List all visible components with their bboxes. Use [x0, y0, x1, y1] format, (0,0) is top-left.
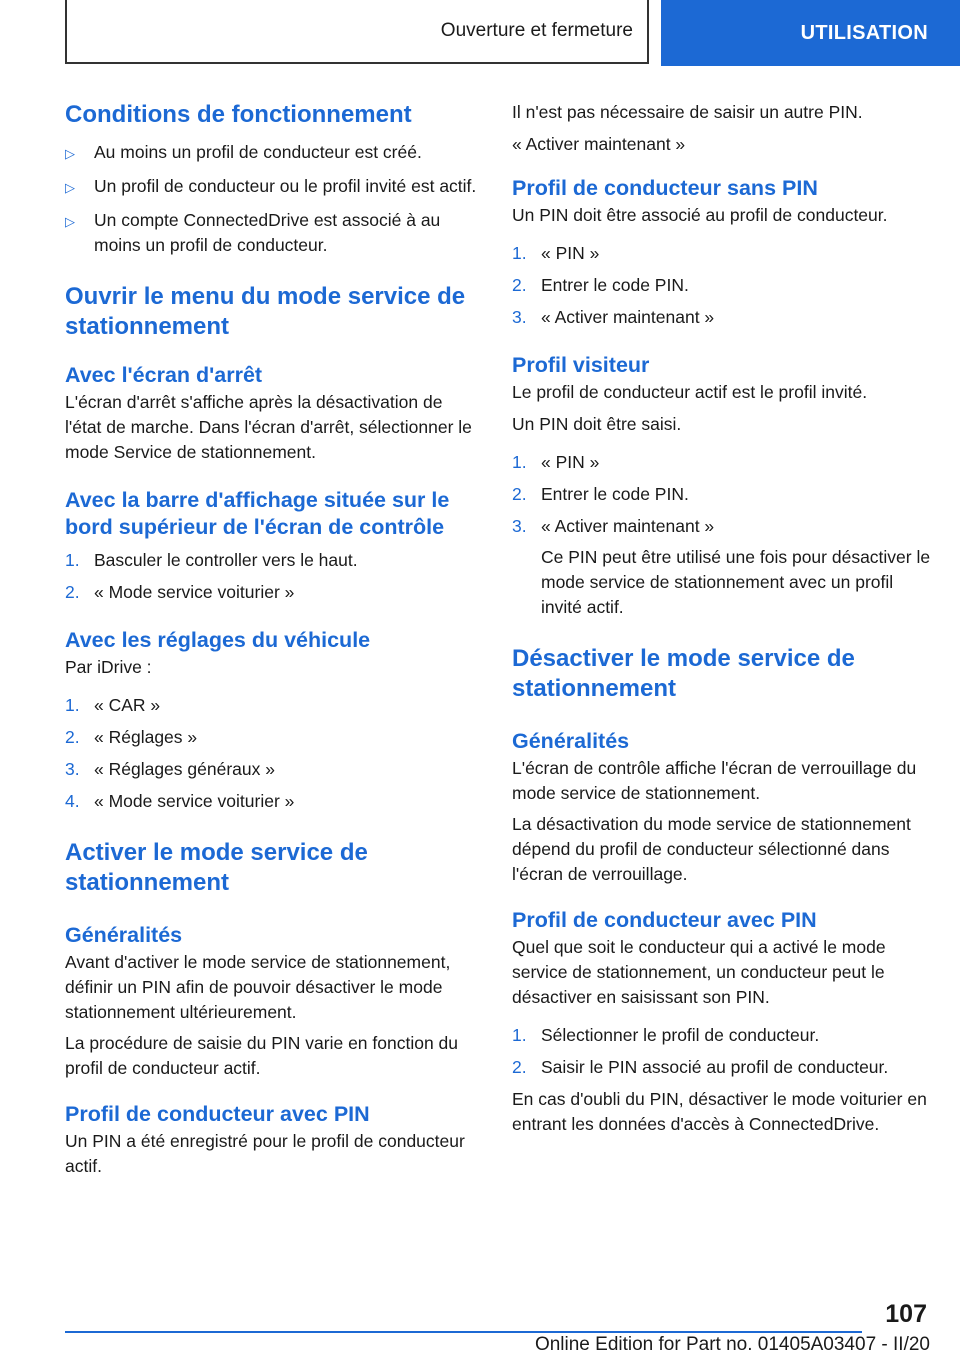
avec-pin-2-steps-list — [512, 1023, 932, 1080]
sans-pin-steps-list — [512, 241, 932, 330]
heading-activer: Activer le mode service de stationnement — [65, 839, 368, 896]
visiteur-steps-list — [512, 450, 932, 620]
paragraph-profil-avec-pin: Un PIN a été enregistré pour le profil de conducteur actif. — [65, 1131, 465, 1176]
heading-profil-visiteur: Profil visiteur — [512, 353, 650, 377]
footer-divider — [65, 1331, 862, 1333]
heading-profil-avec-pin-2: Profil de conducteur avec PIN — [512, 908, 817, 932]
header-chapter-title: UTILISATION — [800, 21, 928, 44]
list-item: ▷ Au moins un profil de conducteur est créé. — [65, 140, 479, 166]
list-item: 2. Saisir le PIN associé au profil de conducteur. — [512, 1057, 889, 1077]
paragraph-profil-avec-pin-2: Quel que soit le conducteur qui a activé le mode service de stationnement, un conducteur peut le désactiver en saisissant son PIN. — [512, 937, 886, 1007]
header-section-tab — [65, 0, 649, 64]
list-item: 1. Basculer le controller vers le haut. — [65, 550, 358, 570]
list-item: 3. « Réglages généraux » — [65, 759, 275, 779]
paragraph-ecran-arret: L'écran d'arrêt s'affiche après la désactivation de l'état de marche. Dans l'écran d'arrêt, sélectionner le mode Service de stationnement. — [65, 392, 472, 462]
triangle-bullet-icon: ▷ — [65, 146, 75, 161]
page-number: 107 — [885, 1300, 927, 1328]
header-section-title: Ouverture et fermeture — [440, 20, 633, 41]
list-item: ▷ Un profil de conducteur ou le profil invité est actif. — [65, 174, 479, 200]
heading-desactiver: Désactiver le mode service de stationnement — [512, 645, 855, 702]
visiteur-note: Ce PIN peut être utilisé une fois pour désactiver le mode service de stationnement avec un profil invité actif. — [541, 547, 931, 617]
list-item: 2. « Mode service voiturier » — [65, 582, 295, 602]
list-item: ▷ Un compte ConnectedDrive est associé à au moins un profil de conducteur. — [65, 208, 479, 258]
list-item: 1. « CAR » — [65, 695, 161, 715]
footer-edition: Online Edition for Part no. 01405A03407 - II/20 — [534, 1334, 930, 1355]
triangle-bullet-icon: ▷ — [65, 180, 75, 195]
list-item: 4. « Mode service voiturier » — [65, 791, 295, 811]
paragraph-generalites-2: La procédure de saisie du PIN varie en fonction du profil de conducteur actif. — [65, 1033, 459, 1078]
heading-conditions: Conditions de fonctionnement — [65, 101, 412, 128]
list-item: 1. Sélectionner le profil de conducteur. — [512, 1025, 820, 1045]
heading-reglages-vehicule: Avec les réglages du véhicule — [65, 628, 371, 652]
heading-barre-affichage: Avec la barre d'affichage située sur le bord supérieur de l'écran de contrôle — [65, 488, 450, 539]
header-chapter-tab — [661, 0, 960, 66]
paragraph-generalites-1: Avant d'activer le mode service de stationnement, définir un PIN afin de pouvoir désactiver le mode stationnement ultérieurement. — [65, 952, 451, 1022]
paragraph-visiteur-1: Le profil de conducteur actif est le profil invité. — [512, 382, 868, 402]
left-column — [65, 100, 479, 1179]
list-item: 1. « PIN » — [512, 243, 600, 263]
paragraph-oubli-pin: En cas d'oubli du PIN, désactiver le mode voiturier en entrant les données d'accès à ConnectedDrive. — [512, 1089, 927, 1134]
barre-steps-list — [65, 548, 479, 605]
list-item: 1. « PIN » — [512, 452, 600, 472]
list-item: 2. Entrer le code PIN. — [512, 484, 689, 504]
right-column — [512, 100, 932, 1137]
paragraph-idrive: Par iDrive : — [65, 657, 152, 677]
list-item: 2. « Réglages » — [65, 727, 198, 747]
paragraph-generalites-2-2: La désactivation du mode service de stationnement dépend du profil de conducteur sélectionné dans l'écran de verrouillage. — [512, 814, 911, 884]
heading-generalites: Généralités — [65, 923, 183, 947]
list-item: 2. Entrer le code PIN. — [512, 275, 689, 295]
list-item: 3. « Activer maintenant » — [512, 307, 715, 327]
heading-profil-avec-pin: Profil de conducteur avec PIN — [65, 1102, 370, 1126]
conditions-list — [65, 140, 479, 258]
list-item: 3. « Activer maintenant » — [512, 516, 715, 536]
paragraph-no-other-pin: Il n'est pas nécessaire de saisir un autre PIN. — [512, 102, 863, 122]
paragraph-profil-sans-pin: Un PIN doit être associé au profil de conducteur. — [512, 205, 888, 225]
reglages-steps-list — [65, 693, 479, 814]
paragraph-generalites-2-1: L'écran de contrôle affiche l'écran de verrouillage du mode service de stationnement. — [512, 758, 917, 803]
triangle-bullet-icon: ▷ — [65, 214, 75, 229]
heading-profil-sans-pin: Profil de conducteur sans PIN — [512, 176, 818, 200]
heading-open-menu: Ouvrir le menu du mode service de stationnement — [65, 283, 466, 340]
paragraph-visiteur-2: Un PIN doit être saisi. — [512, 414, 682, 434]
heading-generalites-2: Généralités — [512, 729, 630, 753]
heading-ecran-arret: Avec l'écran d'arrêt — [65, 363, 263, 387]
paragraph-activer-maintenant: « Activer maintenant » — [512, 134, 686, 154]
